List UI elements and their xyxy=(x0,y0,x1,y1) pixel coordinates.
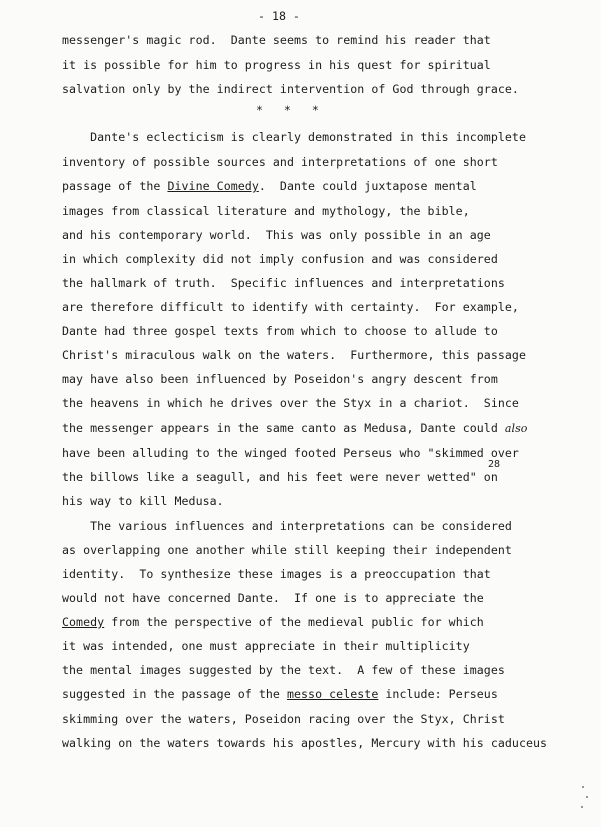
text-line: suggested in the passage of the messo celeste include: Perseus xyxy=(62,687,498,701)
text-line: the heavens in which he drives over the Styx in a chariot. Since xyxy=(62,396,519,410)
text-line: walking on the waters towards his apostles, Mercury with his caduceus xyxy=(62,736,548,750)
text-line: inventory of possible sources and interpretations of one short xyxy=(62,155,498,169)
text-line: the hallmark of truth. Specific influences and interpretations xyxy=(62,276,505,290)
text-line: Christ's miraculous walk on the waters. Furthermore, this passage xyxy=(62,348,526,362)
text-line: passage of the Divine Comedy. Dante could juxtapose mental xyxy=(62,179,477,193)
text-line: and his contemporary world. This was only possible in an age xyxy=(62,228,491,242)
scan-speck xyxy=(586,796,588,798)
text-line: the billows like a seagull, and his feet were never wetted" on xyxy=(62,470,498,484)
underlined-title: Divine Comedy xyxy=(167,179,259,193)
text-line: it was intended, one must appreciate in their multiplicity xyxy=(62,639,470,653)
underlined-title: Comedy xyxy=(62,615,105,629)
footnote-marker: 28 xyxy=(488,459,501,470)
text-line: his way to kill Medusa. xyxy=(62,494,224,508)
text-line: the messenger appears in the same canto as Medusa, Dante could also xyxy=(62,421,528,435)
paragraph-opening-line: The various influences and interpretations can be considered xyxy=(62,519,512,533)
text-line: skimming over the waters, Poseidon racing over the Styx, Christ xyxy=(62,712,505,726)
text-line: are therefore difficult to identify with certainty. For example, xyxy=(62,300,519,314)
text-line: in which complexity did not imply confusion and was considered xyxy=(62,252,498,266)
text-line: have been alluding to the winged footed Perseus who "skimmed over xyxy=(62,446,519,460)
text-line: salvation only by the indirect intervention of God through grace. xyxy=(62,82,519,96)
scan-speck xyxy=(582,786,584,788)
text-line: the mental images suggested by the text. A few of these images xyxy=(62,663,505,677)
text-line: images from classical literature and mythology, the bible, xyxy=(62,204,470,218)
text-line: it is possible for him to progress in his quest for spiritual xyxy=(62,58,491,72)
scan-speck xyxy=(581,806,583,808)
text-line: Comedy from the perspective of the medieval public for which xyxy=(62,615,484,629)
section-separator: * * * xyxy=(256,103,319,117)
underlined-term: messo celeste xyxy=(286,687,379,701)
text-line: as overlapping one another while still keeping their independent xyxy=(62,543,512,557)
page-number: - 18 - xyxy=(258,9,300,23)
text-line: would not have concerned Dante. If one is to appreciate the xyxy=(62,591,484,605)
text-line: identity. To synthesize these images is a preoccupation that xyxy=(62,567,491,581)
text-line: Dante had three gospel texts from which to choose to allude to xyxy=(62,324,498,338)
text-line: may have also been influenced by Poseidon's angry descent from xyxy=(62,372,498,386)
text-line: messenger's magic rod. Dante seems to remind his reader that xyxy=(62,33,491,47)
handwritten-insertion: also xyxy=(504,422,528,435)
paragraph-opening-line: Dante's eclecticism is clearly demonstrated in this incomplete xyxy=(62,130,526,144)
